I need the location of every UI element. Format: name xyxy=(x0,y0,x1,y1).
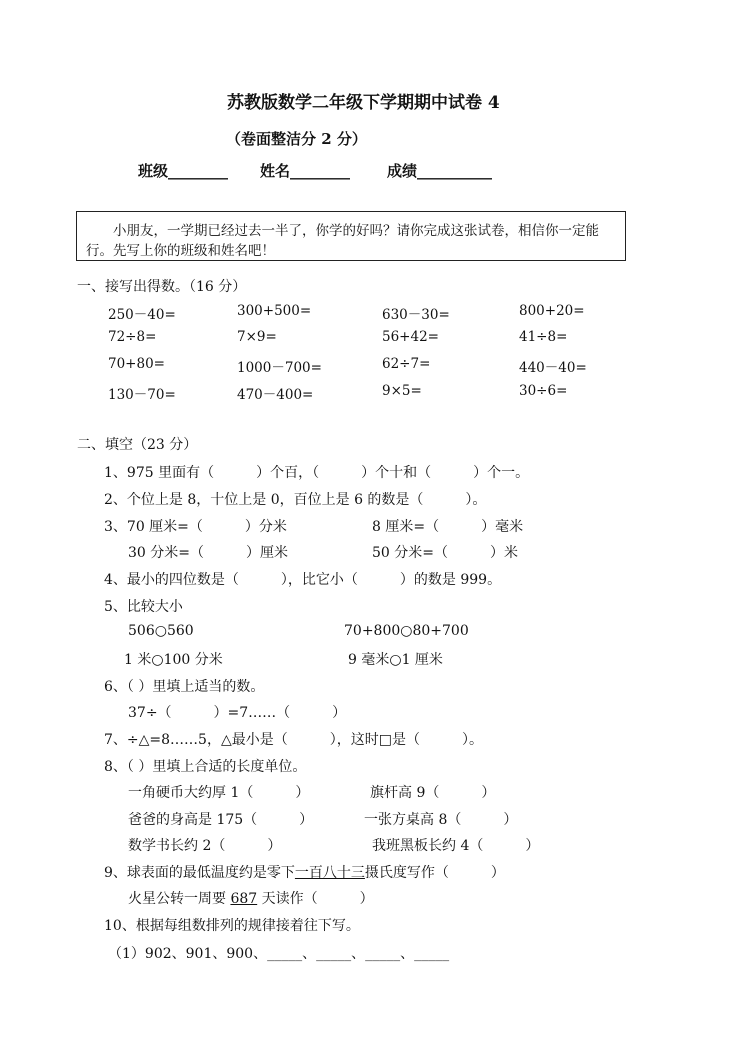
intro-line-2: 行。先写上你的班级和姓名吧！ xyxy=(86,243,275,259)
arith-item: 70+80= xyxy=(108,356,165,372)
class-field[interactable]: 班级________ xyxy=(138,162,229,180)
question-8b: 旗杆高 9（ ） xyxy=(370,785,496,801)
arith-item: 41÷8= xyxy=(519,329,568,345)
intro-box xyxy=(76,211,626,261)
arith-item: 470－400= xyxy=(237,387,314,403)
arith-item: 130－70= xyxy=(108,387,176,403)
question-10: 10、根据每组数排列的规律接着往下写。 xyxy=(104,918,360,934)
question-3d: 50 分米=（ ）米 xyxy=(372,545,518,561)
question-8d: 一张方桌高 8（ ） xyxy=(364,812,518,828)
question-2: 2、个位上是 8，十位上是 0，百位上是 6 的数是（ ）。 xyxy=(104,492,487,508)
question-8a: 一角硬币大约厚 1（ ） xyxy=(128,785,310,801)
arith-item: 72÷8= xyxy=(108,329,157,345)
arith-item: 9×5= xyxy=(382,383,422,399)
arith-item: 30÷6= xyxy=(519,383,568,399)
arith-item: 630－30= xyxy=(382,307,450,323)
question-9b xyxy=(128,888,374,908)
question-3a: 3、70 厘米=（ ）分米 xyxy=(104,519,287,535)
question-5: 5、比较大小 xyxy=(104,599,183,615)
arith-item: 440－40= xyxy=(519,360,587,376)
question-3c: 30 分米=（ ）厘米 xyxy=(128,545,288,561)
question-8c: 爸爸的身高是 175（ ） xyxy=(128,812,314,828)
question-1: 1、975 里面有（ ）个百，（ ）个十和（ ）个一。 xyxy=(104,465,530,481)
question-5c: 1 米○100 分米 xyxy=(124,652,223,668)
question-7: 7、÷△=8……5，△最小是（ ），这时□是（ ）。 xyxy=(104,732,483,748)
question-6a: 37÷（ ）=7……（ ） xyxy=(128,705,347,721)
question-8e: 数学书长约 2（ ） xyxy=(128,838,282,854)
question-8: 8、（ ）里填上合适的长度单位。 xyxy=(104,759,307,775)
question-9-post: 摄氏度写作（ ） xyxy=(364,865,505,881)
arith-item: 56+42= xyxy=(382,329,439,345)
score-field[interactable]: 成绩__________ xyxy=(387,162,493,180)
arith-item: 250－40= xyxy=(108,307,176,323)
name-field[interactable]: 姓名________ xyxy=(260,162,351,180)
arith-item: 800+20= xyxy=(519,303,585,319)
question-9b-underlined: 687 xyxy=(230,891,258,907)
arith-item: 7×9= xyxy=(237,329,277,345)
question-4: 4、最小的四位数是（ ），比它小（ ）的数是 999。 xyxy=(104,572,502,588)
arith-item: 1000－700= xyxy=(237,360,322,376)
question-5d: 9 毫米○1 厘米 xyxy=(348,652,443,668)
question-9b-post: 天读作（ ） xyxy=(257,891,374,907)
question-8f: 我班黑板长约 4（ ） xyxy=(372,838,540,854)
intro-line-1: 小朋友，一学期已经过去一半了，你学的好吗？请你完成这张试卷，相信你一定能 xyxy=(113,223,599,239)
page-title: 苏教版数学二年级下学期期中试卷 4 xyxy=(227,93,500,113)
section1-heading: 一、接写出得数。（16 分） xyxy=(77,279,247,295)
arith-item: 300+500= xyxy=(237,303,312,319)
question-3b: 8 厘米=（ ）毫米 xyxy=(372,519,524,535)
question-9b-pre: 火星公转一周要 xyxy=(128,891,231,907)
section2-heading: 二、填空（23 分） xyxy=(77,437,198,453)
question-5a: 506○560 xyxy=(128,623,194,639)
page-subtitle: （卷面整洁分 2 分） xyxy=(226,130,367,148)
question-9-pre: 9、球表面的最低温度约是零下 xyxy=(104,865,295,881)
arith-item: 62÷7= xyxy=(382,356,431,372)
question-9-underlined: 一百八十三 xyxy=(294,865,365,881)
question-6: 6、（ ）里填上适当的数。 xyxy=(104,679,265,695)
question-5b: 70+800○80+700 xyxy=(344,623,469,639)
question-9 xyxy=(104,862,505,882)
question-10a: （1）902、901、900、_____、_____、_____、_____ xyxy=(108,946,450,962)
